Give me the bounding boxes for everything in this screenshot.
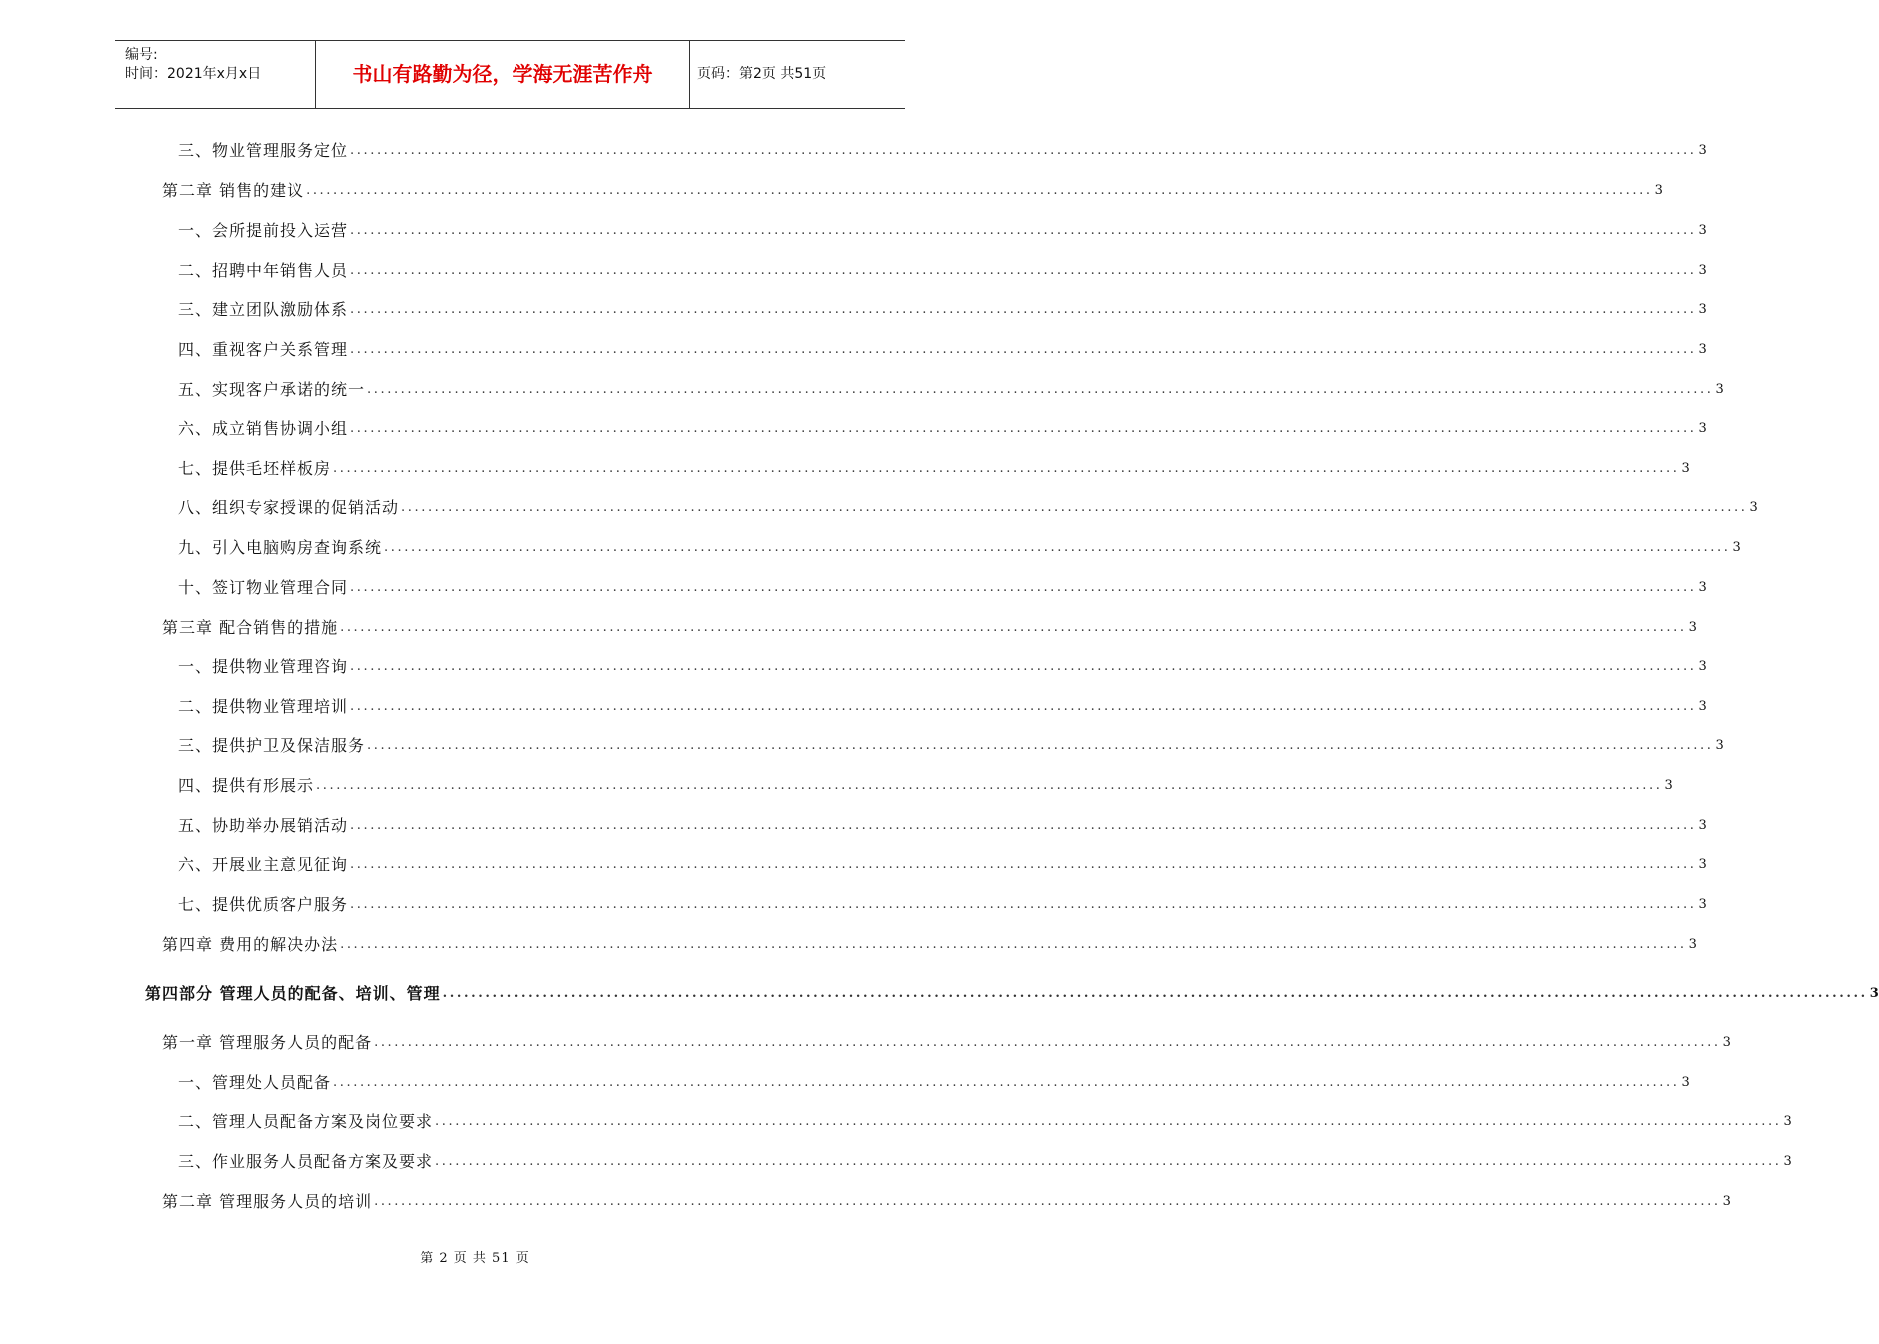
toc-chapter-entry[interactable] — [162, 177, 1663, 201]
toc-entry-title: 第四部分 管理人员的配备、培训、管理 — [145, 984, 441, 1003]
toc-page-number: 3 — [1783, 1154, 1792, 1169]
toc-entry-title: 二、管理人员配备方案及岗位要求 — [178, 1112, 434, 1131]
toc-item-entry[interactable] — [178, 1069, 1690, 1093]
toc-page-number: 3 — [1698, 857, 1707, 872]
toc-leader-dots: ........................................................................................................................................................................................................ — [350, 143, 1697, 158]
toc-entry-title: 九、引入电脑购房查询系统 — [178, 538, 383, 557]
toc-entry-title: 第四章 费用的解决办法 — [162, 935, 339, 954]
header-meta — [115, 41, 316, 108]
toc-item-entry[interactable] — [178, 296, 1707, 320]
toc-entry-title: 三、物业管理服务定位 — [178, 141, 349, 160]
toc-item-entry[interactable] — [178, 217, 1707, 241]
toc-leader-dots: ........................................................................................................................................................................................................ — [401, 500, 1748, 515]
toc-leader-dots: ........................................................................................................................................................................................................ — [374, 1194, 1721, 1209]
number-label: 编号: — [125, 47, 158, 63]
toc-entry-title: 七、提供优质客户服务 — [178, 895, 349, 914]
toc-page-number: 3 — [1688, 937, 1697, 952]
toc-item-entry[interactable] — [178, 772, 1673, 796]
toc-page-number: 3 — [1698, 897, 1707, 912]
toc-page-number: 3 — [1722, 1035, 1731, 1050]
toc-item-entry[interactable] — [178, 851, 1707, 875]
toc-item-entry[interactable] — [178, 812, 1707, 836]
toc-item-entry[interactable] — [178, 574, 1707, 598]
toc-entry-title: 五、实现客户承诺的统一 — [178, 380, 366, 399]
toc-leader-dots: ........................................................................................................................................................................................................ — [442, 986, 1868, 1001]
toc-item-entry[interactable] — [178, 732, 1724, 756]
toc-leader-dots: ........................................................................................................................................................................................................ — [384, 540, 1731, 555]
toc-entry-title: 一、管理处人员配备 — [178, 1073, 332, 1092]
toc-entry-title: 七、提供毛坯样板房 — [178, 459, 332, 478]
toc-leader-dots: ........................................................................................................................................................................................................ — [367, 738, 1714, 753]
toc-item-entry[interactable] — [178, 693, 1707, 717]
header-motto: 书山有路勤为径，学海无涯苦作舟 — [316, 41, 690, 108]
toc-leader-dots: ........................................................................................................................................................................................................ — [316, 778, 1663, 793]
toc-page-number: 3 — [1681, 1075, 1690, 1090]
page-footer: 第 2 页 共 51 页 — [420, 1251, 530, 1266]
toc-item-entry[interactable] — [178, 376, 1724, 400]
toc-page-number: 3 — [1698, 143, 1707, 158]
toc-item-entry[interactable] — [178, 336, 1707, 360]
toc-page-number: 3 — [1698, 421, 1707, 436]
toc-item-entry[interactable] — [178, 257, 1707, 281]
toc-leader-dots: ........................................................................................................................................................................................................ — [374, 1035, 1721, 1050]
toc-entry-title: 一、提供物业管理咨询 — [178, 657, 349, 676]
toc-leader-dots: ........................................................................................................................................................................................................ — [367, 382, 1714, 397]
toc-leader-dots: ........................................................................................................................................................................................................ — [333, 1075, 1680, 1090]
toc-page-number: 3 — [1749, 500, 1758, 515]
toc-page-number: 3 — [1698, 818, 1707, 833]
toc-leader-dots: ........................................................................................................................................................................................................ — [306, 183, 1653, 198]
toc-leader-dots: ........................................................................................................................................................................................................ — [350, 659, 1697, 674]
toc-entry-title: 八、组织专家授课的促销活动 — [178, 498, 400, 517]
toc-page-number: 3 — [1688, 620, 1697, 635]
toc-page-number: 3 — [1698, 342, 1707, 357]
toc-item-entry[interactable] — [178, 137, 1707, 161]
toc-leader-dots: ........................................................................................................................................................................................................ — [350, 857, 1697, 872]
toc-entry-title: 第二章 管理服务人员的培训 — [162, 1192, 373, 1211]
toc-leader-dots: ........................................................................................................................................................................................................ — [350, 818, 1697, 833]
toc-page-number: 3 — [1698, 699, 1707, 714]
toc-page-number: 3 — [1732, 540, 1741, 555]
toc-entry-title: 三、建立团队激励体系 — [178, 300, 349, 319]
toc-chapter-entry[interactable] — [162, 1188, 1731, 1212]
toc-leader-dots: ........................................................................................................................................................................................................ — [350, 342, 1697, 357]
toc-leader-dots: ........................................................................................................................................................................................................ — [350, 263, 1697, 278]
toc-leader-dots: ........................................................................................................................................................................................................ — [350, 421, 1697, 436]
toc-page-number: 3 — [1869, 986, 1879, 1001]
toc-leader-dots: ........................................................................................................................................................................................................ — [435, 1154, 1782, 1169]
toc-chapter-entry[interactable] — [162, 931, 1697, 955]
toc-page-number: 3 — [1698, 223, 1707, 238]
toc-entry-title: 二、招聘中年销售人员 — [178, 261, 349, 280]
toc-entry-title: 第三章 配合销售的措施 — [162, 618, 339, 637]
toc-item-entry[interactable] — [178, 455, 1690, 479]
toc-part-entry[interactable] — [145, 980, 1879, 1004]
toc-item-entry[interactable] — [178, 1148, 1792, 1172]
toc-page-number: 3 — [1698, 263, 1707, 278]
header-page-info: 页码：第2页 共51页 — [697, 66, 827, 82]
toc-page-number: 3 — [1715, 382, 1724, 397]
toc-page-number: 3 — [1698, 580, 1707, 595]
toc-entry-title: 二、提供物业管理培训 — [178, 697, 349, 716]
toc-page-number: 3 — [1715, 738, 1724, 753]
toc-leader-dots: ........................................................................................................................................................................................................ — [350, 580, 1697, 595]
toc-entry-title: 三、作业服务人员配备方案及要求 — [178, 1152, 434, 1171]
toc-chapter-entry[interactable] — [162, 1029, 1731, 1053]
toc-entry-title: 十、签订物业管理合同 — [178, 578, 349, 597]
toc-page-number: 3 — [1681, 461, 1690, 476]
toc-leader-dots: ........................................................................................................................................................................................................ — [435, 1114, 1782, 1129]
toc-item-entry[interactable] — [178, 415, 1707, 439]
toc-entry-title: 第一章 管理服务人员的配备 — [162, 1033, 373, 1052]
toc-leader-dots: ........................................................................................................................................................................................................ — [333, 461, 1680, 476]
toc-chapter-entry[interactable] — [162, 614, 1697, 638]
toc-page-number: 3 — [1654, 183, 1663, 198]
toc-entry-title: 三、提供护卫及保洁服务 — [178, 736, 366, 755]
toc-item-entry[interactable] — [178, 891, 1707, 915]
toc-entry-title: 第二章 销售的建议 — [162, 181, 305, 200]
toc-entry-title: 六、成立销售协调小组 — [178, 419, 349, 438]
toc-page-number: 3 — [1698, 302, 1707, 317]
toc-item-entry[interactable] — [178, 653, 1707, 677]
page-header — [115, 40, 905, 109]
toc-entry-title: 六、开展业主意见征询 — [178, 855, 349, 874]
toc-leader-dots: ........................................................................................................................................................................................................ — [350, 223, 1697, 238]
toc-leader-dots: ........................................................................................................................................................................................................ — [340, 937, 1687, 952]
time-label: 时间：2021年x月x日 — [125, 66, 262, 82]
toc-item-entry[interactable] — [178, 494, 1758, 518]
toc-entry-title: 五、协助举办展销活动 — [178, 816, 349, 835]
toc-leader-dots: ........................................................................................................................................................................................................ — [350, 302, 1697, 317]
toc-page-number: 3 — [1722, 1194, 1731, 1209]
toc-entry-title: 一、会所提前投入运营 — [178, 221, 349, 240]
toc-leader-dots: ........................................................................................................................................................................................................ — [350, 897, 1697, 912]
toc-leader-dots: ........................................................................................................................................................................................................ — [350, 699, 1697, 714]
toc-entry-title: 四、提供有形展示 — [178, 776, 315, 795]
toc-page-number: 3 — [1664, 778, 1673, 793]
toc-item-entry[interactable] — [178, 534, 1741, 558]
toc-page-number: 3 — [1698, 659, 1707, 674]
toc-item-entry[interactable] — [178, 1108, 1792, 1132]
toc-entry-title: 四、重视客户关系管理 — [178, 340, 349, 359]
toc-leader-dots: ........................................................................................................................................................................................................ — [340, 620, 1687, 635]
toc-page-number: 3 — [1783, 1114, 1792, 1129]
